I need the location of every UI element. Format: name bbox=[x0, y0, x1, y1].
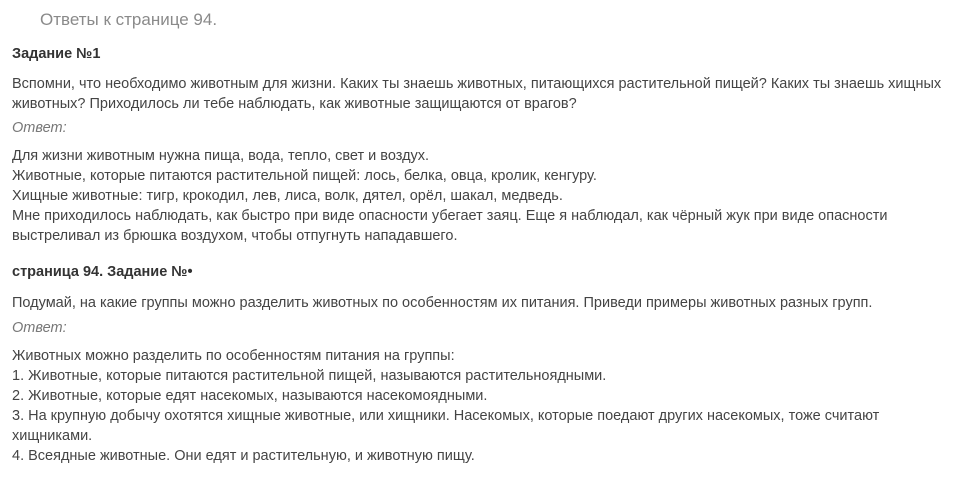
task2-answer bbox=[12, 346, 957, 466]
task2-section bbox=[12, 262, 957, 466]
task1-answer-label: Ответ: bbox=[12, 120, 67, 136]
task1-answer-line: Мне приходилось наблюдать, как быстро при виде опасности убегает заяц. Еще я наблюдал, как чёрный жук при виде опасности выстреливал из брюшка воздухом, чтобы отпугнуть нападавшего. bbox=[12, 208, 888, 244]
task2-answer-line: 1. Животные, которые питаются растительной пищей, называются растительноядными. bbox=[12, 368, 607, 384]
task2-answer-line: 3. На крупную добычу охотятся хищные животные, или хищники. Насекомых, которые поедают других насекомых, тоже считают хищниками. bbox=[12, 408, 880, 444]
task2-answer-label: Ответ: bbox=[12, 320, 67, 336]
task1-answer-line: Хищные животные: тигр, крокодил, лев, лиса, волк, дятел, орёл, шакал, медведь. bbox=[12, 188, 563, 204]
task1-answer-line: Для жизни животным нужна пища, вода, тепло, свет и воздух. bbox=[12, 148, 430, 164]
task2-question: Подумай, на какие группы можно разделить животных по особенностям их питания. Приведи примеры животных разных групп. bbox=[12, 295, 873, 311]
task2-heading: страница 94. Задание №• bbox=[12, 264, 193, 280]
task2-answer-line: 4. Всеядные животные. Они едят и растительную, и животную пищу. bbox=[12, 448, 475, 464]
task1-answer-line: Животные, которые питаются растительной пищей: лось, белка, овца, кролик, кенгуру. bbox=[12, 168, 597, 184]
task1-heading: Задание №1 bbox=[12, 46, 101, 62]
task1-answer bbox=[12, 146, 957, 246]
task1-section bbox=[12, 44, 957, 246]
task2-answer-line: Животных можно разделить по особенностям питания на группы: bbox=[12, 348, 455, 364]
task1-question: Вспомни, что необходимо животным для жизни. Каких ты знаешь животных, питающихся растительной пищей? Каких ты знаешь хищных животных? Приходилось ли тебе наблюдать, как животные защищаются от врагов? bbox=[12, 76, 942, 112]
page-title: Ответы к странице 94. bbox=[40, 10, 218, 29]
task2-answer-line: 2. Животные, которые едят насекомых, называются насекомоядными. bbox=[12, 388, 488, 404]
